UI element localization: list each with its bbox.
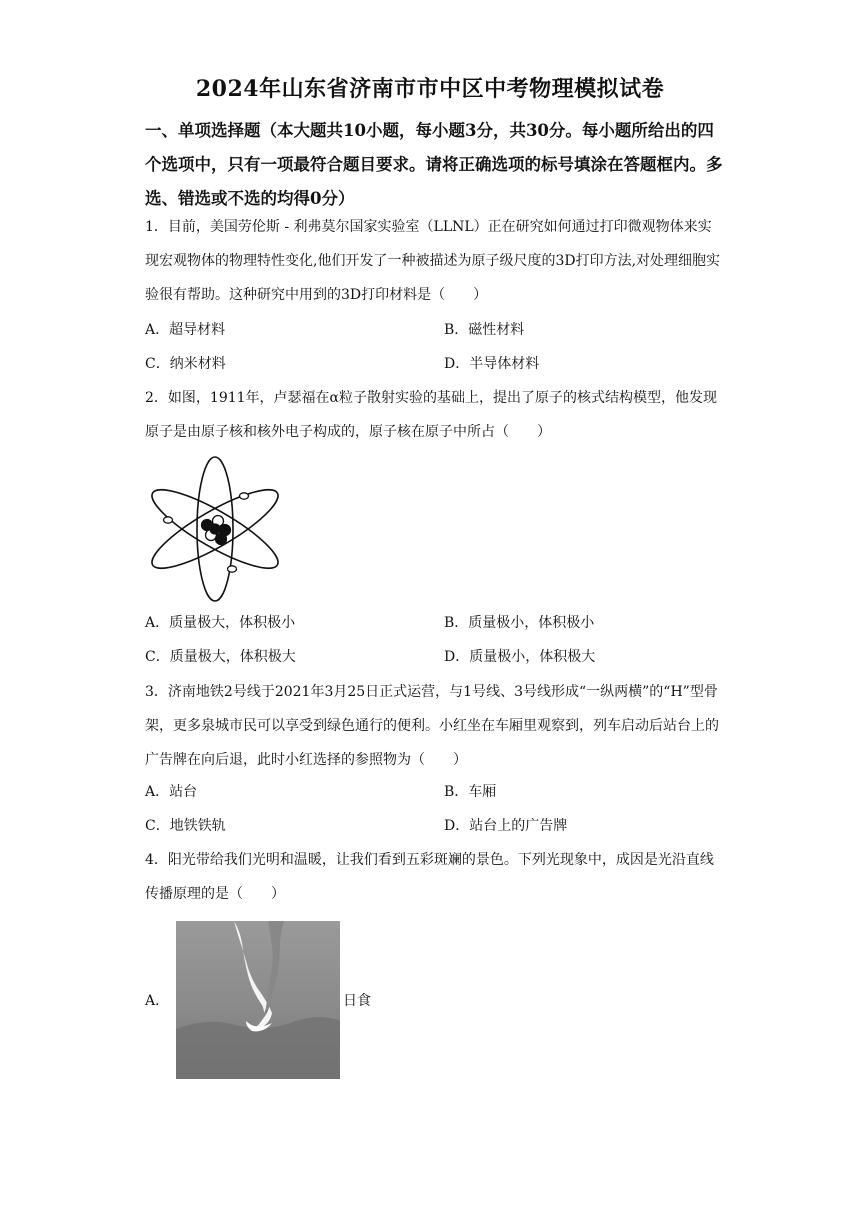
q3-option-c: C．地铁铁轨	[145, 818, 226, 834]
q2-option-b: B．质量极小，体积极小	[444, 615, 595, 631]
q3-option-d: D．站台上的广告牌	[444, 818, 568, 834]
question-4-stem: 4．阳光带给我们光明和温暖，让我们看到五彩斑斓的景色。下列光现象中，成因是光沿直线传播原理的是（ ）	[145, 852, 714, 902]
q3-option-a: A．站台	[145, 784, 198, 800]
q2-option-d: D．质量极小，体积极大	[444, 649, 596, 665]
question-3-stem: 3．济南地铁2号线于2021年3月25日正式运营，与1号线、3号线形成“一纵两横”的“H”型骨架，更多泉城市民可以享受到绿色通行的便利。小红坐在车厢里观察到，列车启动后站台上的广告牌在向后退，此时小红选择的参照物为（ ）	[145, 684, 719, 768]
q1-option-c: C．纳米材料	[145, 356, 226, 372]
nucleus	[202, 516, 231, 545]
atom-model-icon	[145, 453, 285, 603]
solar-eclipse-photo	[176, 921, 340, 1079]
q1-option-b: B．磁性材料	[444, 322, 525, 338]
question-2-stem: 2．如图，1911年，卢瑟福在α粒子散射实验的基础上，提出了原子的核式结构模型，他发现原子是由原子核和核外电子构成的，原子核在原子中所占（ ）	[145, 390, 717, 440]
q2-option-c: C．质量极大，体积极大	[145, 649, 296, 665]
q3-option-b: B．车厢	[444, 784, 497, 800]
q1-option-a: A．超导材料	[145, 322, 226, 338]
q4-option-a-caption: 日食	[343, 993, 371, 1009]
q2-option-a: A．质量极大，体积极小	[145, 615, 296, 631]
exam-title: 2024年山东省济南市市中区中考物理模拟试卷	[195, 76, 665, 102]
q1-option-d: D．半导体材料	[444, 356, 540, 372]
section-heading: 一、单项选择题（本大题共10小题，每小题3分，共30分。每小题所给出的四个选项中，只有一项最符合题目要求。请将正确选项的标号填涂在答题框内。多选、错选或不选的均得0分）	[145, 121, 723, 208]
q4-option-a-label: A．	[145, 993, 170, 1009]
question-1-stem: 1．目前，美国劳伦斯 - 利弗莫尔国家实验室（LLNL）正在研究如何通过打印微观物体来实现宏观物体的物理特性变化,他们开发了一种被描述为原子级尺度的3D打印方法,对处理细胞实验很有帮助。这种研究中用到的3D打印材料是（ ）	[145, 219, 721, 303]
